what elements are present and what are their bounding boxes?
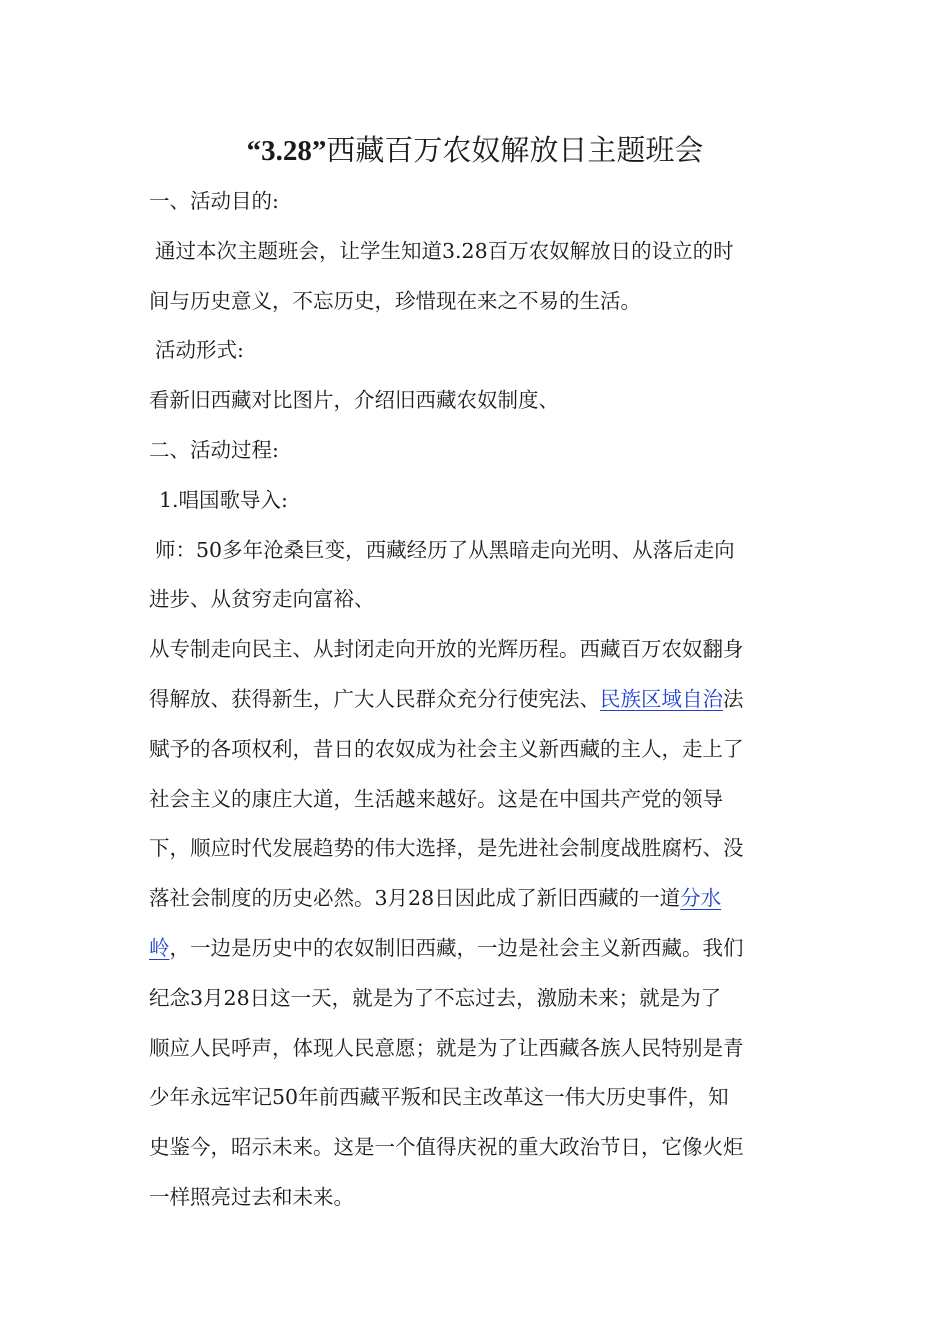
- link-regional-autonomy[interactable]: 民族区域自治: [600, 686, 723, 711]
- paragraph-line: 从专制走向民主、从封闭走向开放的光辉历程。西藏百万农奴翻身: [149, 637, 744, 662]
- paragraph-line: 师：50多年沧桑巨变，西藏经历了从黑暗走向光明、从落后走向: [155, 537, 735, 562]
- line-text: ，一边是历史中的农奴制旧西藏，一边是社会主义新西藏。我们: [169, 935, 744, 960]
- paragraph-line: 间与历史意义，不忘历史，珍惜现在来之不易的生活。: [149, 288, 641, 313]
- paragraph-line: [149, 924, 809, 974]
- paragraph-line: 史鉴今，昭示未来。这是一个值得庆祝的重大政治节日，它像火炬: [149, 1135, 744, 1160]
- paragraph-line: 顺应人民呼声，体现人民意愿；就是为了让西藏各族人民特别是青: [149, 1035, 744, 1060]
- paragraph-line: 一样照亮过去和未来。: [149, 1184, 354, 1209]
- paragraph-line: [149, 874, 809, 924]
- line-text: 得解放、获得新生，广大人民群众充分行使宪法、: [149, 686, 600, 711]
- line-text: 落社会制度的历史必然。3月28日因此成了新旧西藏的一道: [149, 886, 681, 911]
- paragraph-line: [149, 675, 809, 725]
- paragraph-line: 赋予的各项权利，昔日的农奴成为社会主义新西藏的主人，走上了: [149, 736, 744, 761]
- document-title: [0, 128, 950, 173]
- paragraph-line: 少年永远牢记50年前西藏平叛和民主改革这一伟大历史事件，知: [149, 1085, 729, 1110]
- paragraph-line: 下，顺应时代发展趋势的伟大选择，是先进社会制度战胜腐朽、没: [149, 836, 744, 861]
- section-heading-purpose: 一、活动目的:: [149, 189, 279, 213]
- paragraph-line: 社会主义的康庄大道，生活越来越好。这是在中国共产党的领导: [149, 786, 723, 811]
- paragraph-line: 通过本次主题班会，让学生知道3.28百万农奴解放日的设立的时: [155, 238, 734, 263]
- title-number: “3.28”: [246, 135, 327, 167]
- paragraph-line: 纪念3月28日这一天，就是为了不忘过去，激励未来；就是为了: [149, 985, 722, 1010]
- link-watershed-part1[interactable]: 分水: [680, 886, 722, 911]
- link-watershed-part2[interactable]: 岭: [149, 935, 170, 960]
- step-heading: 1.唱国歌导入:: [159, 487, 288, 512]
- paragraph-line: 看新旧西藏对比图片，介绍旧西藏农奴制度、: [149, 388, 559, 413]
- document-body: [149, 177, 809, 1223]
- paragraph-line: 进步、从贫穷走向富裕、: [149, 587, 375, 612]
- line-text: 法: [723, 686, 744, 711]
- section-heading-format: 活动形式:: [155, 338, 244, 363]
- section-heading-process: 二、活动过程:: [149, 437, 279, 462]
- title-text: 西藏百万农奴解放日主题班会: [326, 133, 704, 167]
